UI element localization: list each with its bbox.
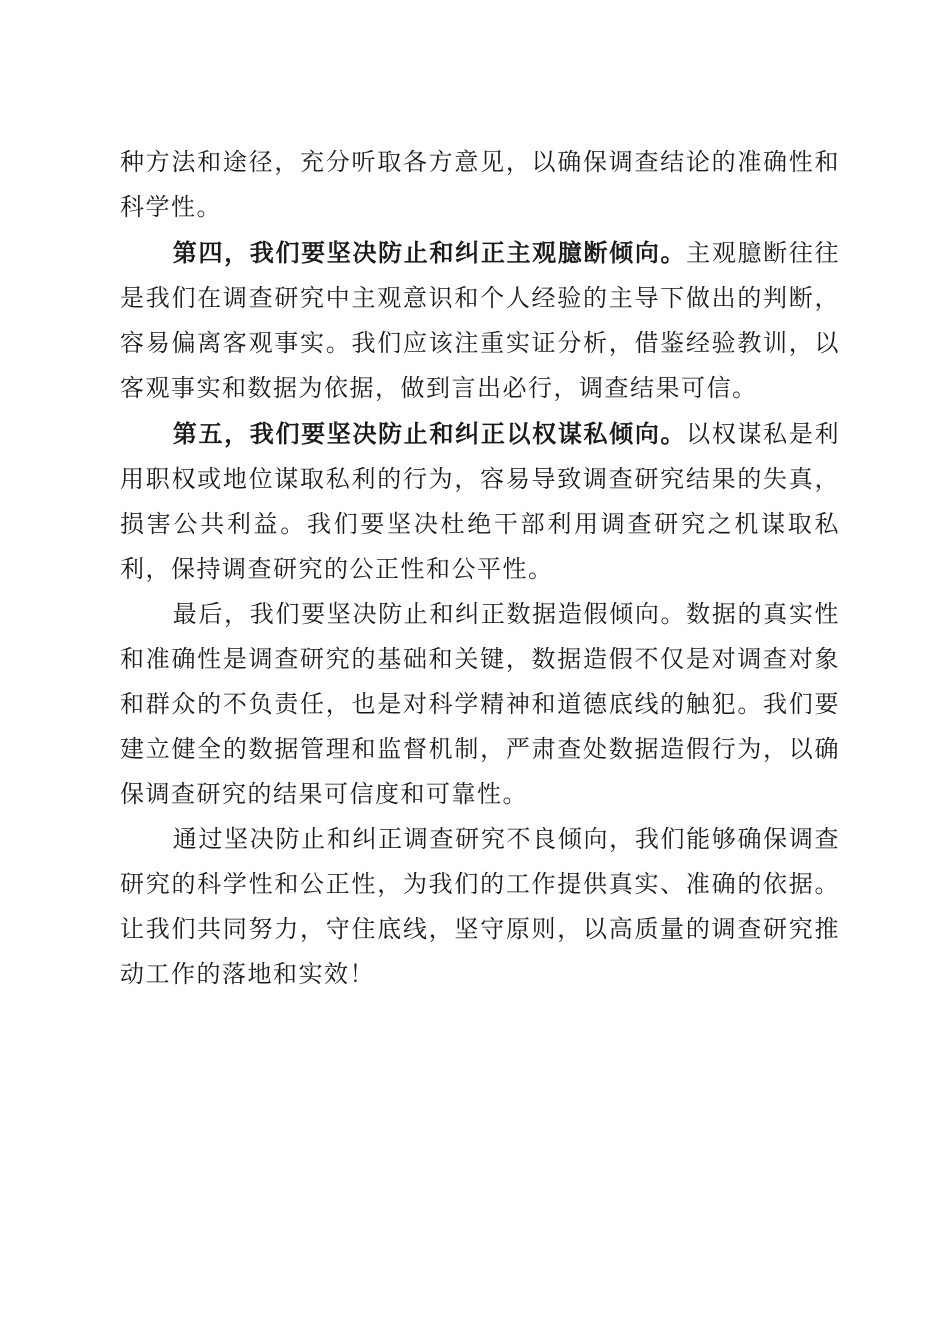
paragraph-body: 最后，我们要坚决防止和纠正数据造假倾向。数据的真实性和准确性是调查研究的基础和关键，数据造假不仅是对调查对象和群众的不负责任，也是对科学精神和道德底线的触犯。我们要建立健全的数据管理和监督机制，严肃查处数据造假行为，以确保调查研究的结果可信度和可靠性。: [120, 600, 840, 808]
document-body: [120, 140, 840, 997]
paragraph-lead: 第五，我们要坚决防止和纠正以权谋私倾向。: [172, 419, 687, 448]
paragraph-body: 主观臆断往往是我们在调查研究中主观意识和个人经验的主导下做出的判断，容易偏离客观事实。我们应该注重实证分析，借鉴经验教训，以客观事实和数据为依据，做到言出必行，调查结果可信。: [120, 239, 841, 402]
paragraph-body: 通过坚决防止和纠正调查研究不良倾向，我们能够确保调查研究的科学性和公正性，为我们的工作提供真实、准确的依据。让我们共同努力，守住底线，坚守原则，以高质量的调查研究推动工作的落地和实效！: [120, 825, 840, 988]
paragraph-body: 种方法和途径，充分听取各方意见，以确保调查结论的准确性和科学性。: [120, 148, 840, 221]
paragraph-conclusion: [120, 817, 840, 997]
paragraph-finally: [120, 592, 840, 817]
paragraph-point-five: [120, 411, 840, 592]
paragraph-continuation: [120, 140, 840, 230]
paragraph-body: 以权谋私是利用职权或地位谋取私利的行为，容易导致调查研究结果的失真，损害公共利益。我们要坚决杜绝干部利用调查研究之机谋取私利，保持调查研究的公正性和公平性。: [120, 420, 841, 583]
paragraph-lead: 第四，我们要坚决防止和纠正主观臆断倾向。: [172, 238, 687, 267]
paragraph-point-four: [120, 230, 840, 411]
